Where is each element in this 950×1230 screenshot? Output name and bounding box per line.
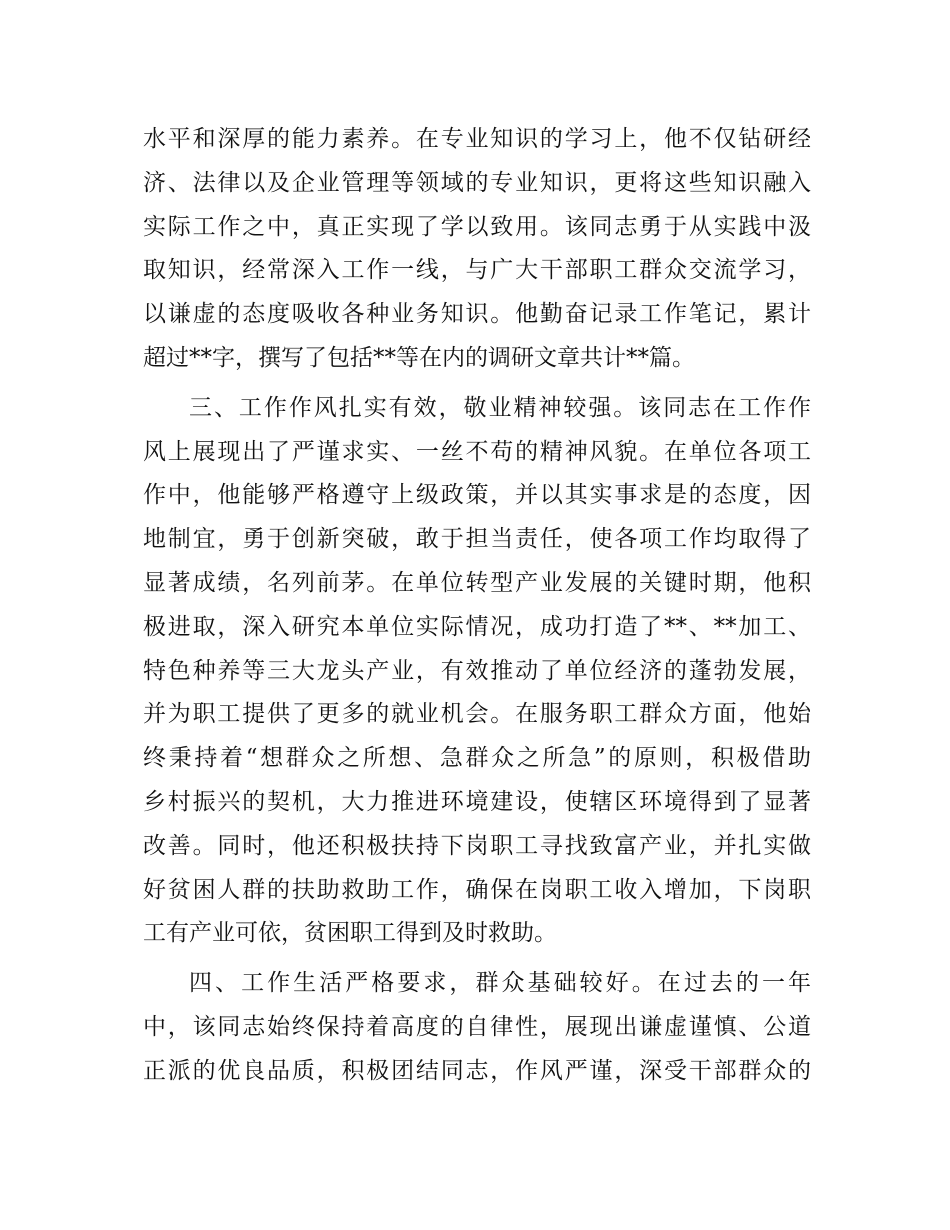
section-heading-line: 四、工作生活严格要求，群众基础较好。在过去的一年 xyxy=(189,970,811,997)
text-line: 风上展现出了严谨求实、一丝不苟的精神风貌。在单位各项工 xyxy=(143,438,811,465)
text-line: 极进取，深入研究本单位实际情况，成功打造了**、**加工、 xyxy=(143,613,811,640)
text-line: 取知识，经常深入工作一线，与广大干部职工群众交流学习， xyxy=(143,257,811,284)
paragraph-life-discipline xyxy=(143,962,811,1093)
paragraph-work-style xyxy=(143,387,811,956)
text-line: 特色种养等三大龙头产业，有效推动了单位经济的蓬勃发展， xyxy=(143,657,811,684)
text-line: 实际工作之中，真正实现了学以致用。该同志勇于从实践中汲 xyxy=(143,213,811,240)
text-line: 济、法律以及企业管理等领域的专业知识，更将这些知识融入 xyxy=(143,169,811,196)
text-line: 并为职工提供了更多的就业机会。在服务职工群众方面，他始 xyxy=(143,701,811,728)
text-line: 改善。同时，他还积极扶持下岗职工寻找致富产业，并扎实做 xyxy=(143,832,811,859)
text-line: 中，该同志始终保持着高度的自律性，展现出谦虚谨慎、公道 xyxy=(143,1013,811,1040)
text-line: 工有产业可依，贫困职工得到及时救助。 xyxy=(143,920,557,947)
text-line: 显著成绩，名列前茅。在单位转型产业发展的关键时期，他积 xyxy=(143,569,811,596)
text-line: 超过**字，撰写了包括**等在内的调研文章共计**篇。 xyxy=(143,344,695,371)
text-line: 作中，他能够严格遵守上级政策，并以其实事求是的态度，因 xyxy=(143,482,811,509)
text-line: 乡村振兴的契机，大力推进环境建设，使辖区环境得到了显著 xyxy=(143,788,811,815)
text-line: 好贫困人群的扶助救助工作，确保在岗职工收入增加，下岗职 xyxy=(143,876,811,903)
text-line: 地制宜，勇于创新突破，敢于担当责任，使各项工作均取得了 xyxy=(143,526,811,553)
text-line: 水平和深厚的能力素养。在专业知识的学习上，他不仅钻研经 xyxy=(143,126,811,152)
section-heading-line: 三、工作作风扎实有效，敬业精神较强。该同志在工作作 xyxy=(189,394,811,421)
text-line: 终秉持着“想群众之所想、急群众之所急”的原则，积极借助 xyxy=(143,745,811,772)
text-line: 以谦虚的态度吸收各种业务知识。他勤奋记录工作笔记，累计 xyxy=(143,301,811,328)
text-line: 正派的优良品质，积极团结同志，作风严谨，深受干部群众的 xyxy=(143,1057,811,1084)
paragraph-ability xyxy=(143,118,811,381)
document-body xyxy=(143,118,811,1094)
